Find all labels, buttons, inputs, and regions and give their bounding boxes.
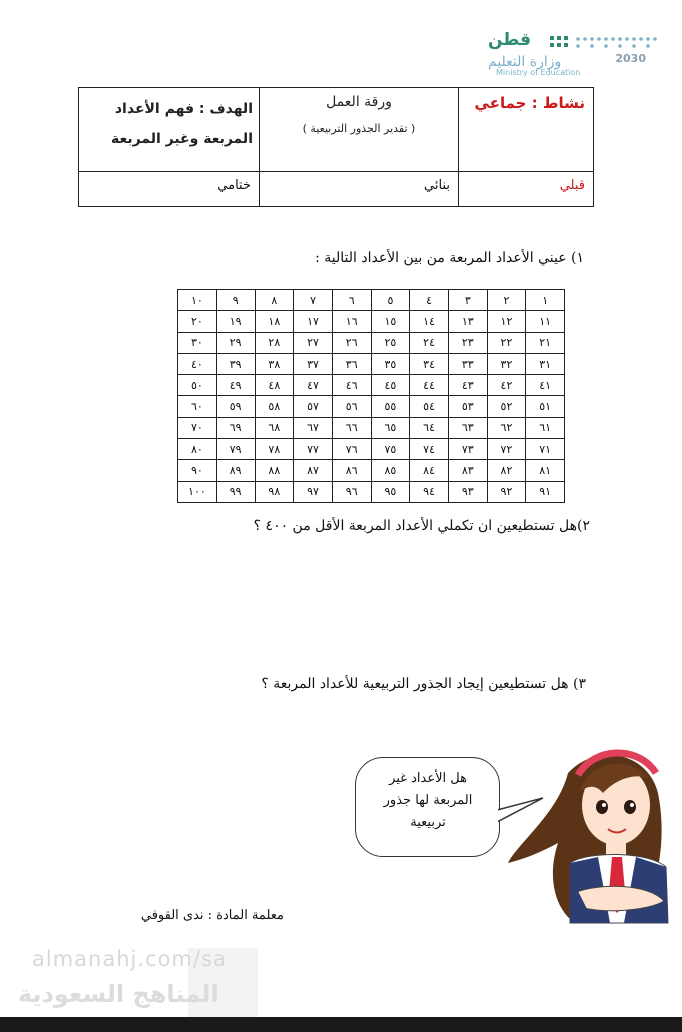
grid-cell[interactable]: ٩٣: [448, 481, 487, 502]
grid-cell[interactable]: ٤٠: [178, 353, 217, 374]
grid-cell[interactable]: ٣٦: [332, 353, 371, 374]
grid-cell[interactable]: ٢٨: [255, 332, 294, 353]
grid-cell[interactable]: ٢٤: [410, 332, 449, 353]
grid-cell[interactable]: ٦٧: [294, 417, 333, 438]
grid-cell[interactable]: ٢٣: [448, 332, 487, 353]
grid-cell[interactable]: ٣٨: [255, 353, 294, 374]
grid-cell[interactable]: ٨٧: [294, 460, 333, 481]
grid-cell[interactable]: ٦: [332, 290, 371, 311]
grid-cell[interactable]: ٦٨: [255, 417, 294, 438]
grid-cell[interactable]: ٤٨: [255, 375, 294, 396]
grid-row: [178, 460, 565, 481]
grid-cell[interactable]: ٧٢: [487, 439, 526, 460]
grid-cell[interactable]: ٥٩: [216, 396, 255, 417]
logo-dots-icon: [548, 34, 660, 54]
ministry-name-ar: وزارة التعليم: [488, 54, 562, 70]
grid-cell[interactable]: ٥١: [526, 396, 565, 417]
grid-cell[interactable]: ٩: [216, 290, 255, 311]
grid-cell[interactable]: ٩٧: [294, 481, 333, 502]
grid-row: [178, 353, 565, 374]
grid-cell[interactable]: ٣٣: [448, 353, 487, 374]
grid-cell[interactable]: ٢٥: [371, 332, 410, 353]
grid-cell[interactable]: ٦٩: [216, 417, 255, 438]
grid-cell[interactable]: ٥٤: [410, 396, 449, 417]
grid-cell[interactable]: ٢٠: [178, 311, 217, 332]
grid-row: [178, 417, 565, 438]
grid-cell[interactable]: ١٠٠: [178, 481, 217, 502]
grid-cell[interactable]: ٣٧: [294, 353, 333, 374]
grid-cell[interactable]: ٣١: [526, 353, 565, 374]
grid-cell[interactable]: ٢٦: [332, 332, 371, 353]
grid-cell[interactable]: ٧٠: [178, 417, 217, 438]
grid-cell[interactable]: ٨٠: [178, 439, 217, 460]
grid-cell[interactable]: ٤٦: [332, 375, 371, 396]
grid-row: [178, 396, 565, 417]
grid-cell[interactable]: ٤٥: [371, 375, 410, 396]
grid-cell[interactable]: ٥٧: [294, 396, 333, 417]
header-table: [78, 87, 594, 207]
grid-cell[interactable]: ٩٤: [410, 481, 449, 502]
stage-before: قبلي: [459, 171, 594, 206]
grid-cell[interactable]: ٨٤: [410, 460, 449, 481]
grid-cell[interactable]: ٩١: [526, 481, 565, 502]
grid-cell[interactable]: ٣٢: [487, 353, 526, 374]
grid-cell[interactable]: ٧٥: [371, 439, 410, 460]
grid-cell[interactable]: ٣٩: [216, 353, 255, 374]
sheet-title-cell: [260, 88, 459, 172]
grid-cell[interactable]: ٥٥: [371, 396, 410, 417]
goal-line-1: الهدف : فهم الأعداد: [114, 101, 253, 117]
grid-cell[interactable]: ٤٤: [410, 375, 449, 396]
grid-cell[interactable]: ٨١: [526, 460, 565, 481]
grid-cell[interactable]: ٣٠: [178, 332, 217, 353]
question-1: ١) عيني الأعداد المربعة من بين الأعداد التالية :: [315, 250, 584, 266]
grid-cell[interactable]: ٢١: [526, 332, 565, 353]
grid-cell[interactable]: ٢٢: [487, 332, 526, 353]
grid-cell[interactable]: ٦٢: [487, 417, 526, 438]
grid-cell[interactable]: ٥٣: [448, 396, 487, 417]
grid-cell[interactable]: ٢: [487, 290, 526, 311]
grid-row: [178, 290, 565, 311]
grid-cell[interactable]: ٧٨: [255, 439, 294, 460]
grid-cell[interactable]: ٢٧: [294, 332, 333, 353]
number-grid: [177, 289, 565, 503]
question-2: ٢)هل تستطيعين ان تكملي الأعداد المربعة الأقل من ٤٠٠ ؟: [253, 518, 590, 534]
grid-cell[interactable]: ٩٠: [178, 460, 217, 481]
grid-cell[interactable]: ٦١: [526, 417, 565, 438]
grid-cell[interactable]: ٨٦: [332, 460, 371, 481]
grid-cell[interactable]: ٧٣: [448, 439, 487, 460]
grid-cell[interactable]: ٩٨: [255, 481, 294, 502]
grid-cell[interactable]: ٧١: [526, 439, 565, 460]
bubble-line-2: المربعة لها جذور: [383, 793, 473, 808]
teacher-name: معلمة المادة : ندى القوفي: [140, 908, 284, 923]
vision-2030: 2030: [615, 52, 646, 65]
grid-row: [178, 439, 565, 460]
grid-cell[interactable]: ٦٤: [410, 417, 449, 438]
grid-cell[interactable]: ٨٥: [371, 460, 410, 481]
grid-cell[interactable]: ٤٣: [448, 375, 487, 396]
grid-cell[interactable]: ٣٥: [371, 353, 410, 374]
goal-cell: [79, 88, 260, 172]
grid-cell[interactable]: ٩٦: [332, 481, 371, 502]
grid-cell[interactable]: ٨: [255, 290, 294, 311]
watermark-arabic: المناهج السعودية: [18, 980, 219, 1008]
grid-cell[interactable]: ٨٢: [487, 460, 526, 481]
grid-cell[interactable]: ٤٧: [294, 375, 333, 396]
ministry-logo: [488, 30, 660, 80]
grid-cell[interactable]: ١٧: [294, 311, 333, 332]
grid-cell[interactable]: ٤١: [526, 375, 565, 396]
grid-cell[interactable]: ٧٦: [332, 439, 371, 460]
girl-illustration-icon: [498, 733, 678, 945]
bubble-line-1: هل الأعداد غير: [389, 771, 467, 786]
grid-cell[interactable]: ٧٤: [410, 439, 449, 460]
bottom-bar: [0, 1017, 682, 1032]
grid-cell[interactable]: ١٦: [332, 311, 371, 332]
brand-text: قطن: [488, 30, 531, 50]
grid-cell[interactable]: ١٩: [216, 311, 255, 332]
grid-cell[interactable]: ٤: [410, 290, 449, 311]
stage-build: بنائي: [260, 171, 459, 206]
ministry-name-en: Ministry of Education: [496, 68, 581, 77]
grid-cell[interactable]: ٣٤: [410, 353, 449, 374]
grid-cell[interactable]: ١٤: [410, 311, 449, 332]
grid-cell[interactable]: ٤٢: [487, 375, 526, 396]
speech-bubble-text: [364, 768, 492, 834]
question-3: ٣) هل تستطيعين إيجاد الجذور التربيعية للأعداد المربعة ؟: [261, 676, 586, 692]
speech-bubble: [355, 757, 500, 857]
grid-cell[interactable]: ٣: [448, 290, 487, 311]
grid-cell[interactable]: ٩٥: [371, 481, 410, 502]
grid-row: [178, 332, 565, 353]
grid-cell[interactable]: ٥٢: [487, 396, 526, 417]
grid-cell[interactable]: ٩٩: [216, 481, 255, 502]
activity-label: نشاط : جماعي: [474, 94, 585, 112]
grid-cell[interactable]: ٨٩: [216, 460, 255, 481]
grid-cell[interactable]: ١: [526, 290, 565, 311]
grid-cell[interactable]: ٨٨: [255, 460, 294, 481]
grid-cell[interactable]: ٦٠: [178, 396, 217, 417]
grid-cell[interactable]: ٧: [294, 290, 333, 311]
grid-cell[interactable]: ٩٢: [487, 481, 526, 502]
grid-cell[interactable]: ٥٨: [255, 396, 294, 417]
grid-cell[interactable]: ١٣: [448, 311, 487, 332]
grid-cell[interactable]: ٨٣: [448, 460, 487, 481]
grid-cell[interactable]: ٥: [371, 290, 410, 311]
grid-cell[interactable]: ٦٦: [332, 417, 371, 438]
bubble-line-3: تربيعية: [410, 815, 446, 830]
sheet-title: ورقة العمل: [326, 94, 392, 110]
grid-cell[interactable]: ١١: [526, 311, 565, 332]
grid-cell[interactable]: ٥٦: [332, 396, 371, 417]
goal-line-2: المربعة وغير المربعة: [110, 131, 253, 147]
grid-cell[interactable]: ٢٩: [216, 332, 255, 353]
activity-cell: [459, 88, 594, 172]
grid-cell[interactable]: ١٢: [487, 311, 526, 332]
grid-cell[interactable]: ١٥: [371, 311, 410, 332]
watermark-url: almanahj.com/sa: [32, 947, 227, 971]
grid-cell[interactable]: ٦٣: [448, 417, 487, 438]
grid-row: [178, 481, 565, 502]
grid-row: [178, 375, 565, 396]
grid-cell[interactable]: ٧٧: [294, 439, 333, 460]
grid-cell[interactable]: ١٠: [178, 290, 217, 311]
grid-row: [178, 311, 565, 332]
stage-final: ختامي: [79, 171, 260, 206]
grid-cell[interactable]: ١٨: [255, 311, 294, 332]
grid-cell[interactable]: ٤٩: [216, 375, 255, 396]
grid-cell[interactable]: ٧٩: [216, 439, 255, 460]
sheet-subtitle: ( تقدير الجذور التربيعية ): [302, 122, 416, 135]
grid-cell[interactable]: ٥٠: [178, 375, 217, 396]
grid-cell[interactable]: ٦٥: [371, 417, 410, 438]
